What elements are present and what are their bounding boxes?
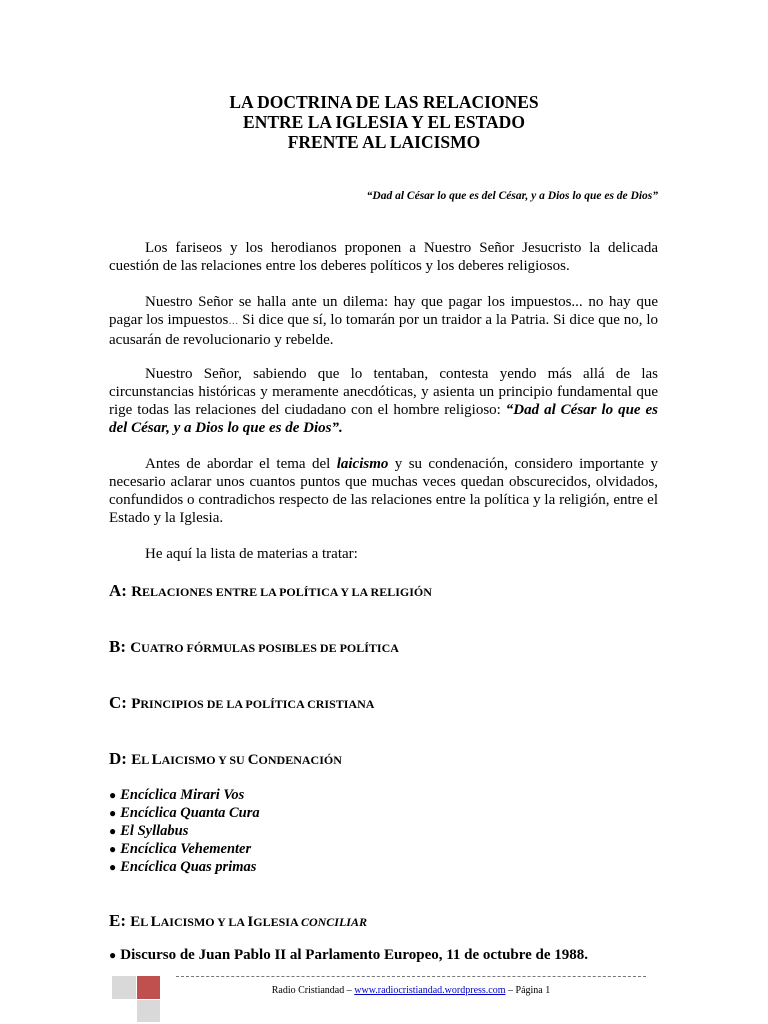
section-a-letter: A: <box>109 581 127 600</box>
section-e-initial-3: I <box>247 914 254 930</box>
list-item-text: Encíclica Quanta Cura <box>120 805 260 821</box>
paragraph-2-text-a: Nuestro Señor se halla ante un dilema: hay que pagar los impuestos... no hay que pagar los impuestos <box>109 294 658 328</box>
section-a-initial: R <box>131 584 143 600</box>
title-line-3: FRENTE AL LAICISMO <box>287 132 481 152</box>
bullet-icon: ● <box>109 824 117 838</box>
section-a-heading <box>109 581 432 601</box>
paragraph-5-text: He aquí la lista de materias a tratar: <box>145 546 358 562</box>
section-e-text-1: L <box>140 915 151 929</box>
bullet-icon: ● <box>109 842 117 856</box>
section-d-text-3: ONDENACIÓN <box>258 753 342 767</box>
discurso-item <box>109 947 588 964</box>
epigraph: “Dad al César lo que es del César, y a Dios lo que es de Dios” <box>366 190 658 202</box>
bullet-icon: ● <box>109 860 117 874</box>
list-item <box>109 804 260 822</box>
paragraph-2-text-b: Si dice que sí, lo tomarán por un traidor a la Patria. Si dice que no, lo acusarán de revolucionario y rebelde. <box>109 312 658 348</box>
section-e-initial-2: L <box>150 914 161 930</box>
title-line-2: ENTRE LA IGLESIA Y EL ESTADO <box>243 112 525 132</box>
list-item <box>109 786 260 804</box>
paragraph-1-text: Los fariseos y los herodianos proponen a Nuestro Señor Jesucristo la delicada cuestión de las relaciones entre los deberes políticos y los deberes religiosos. <box>109 240 658 274</box>
section-e-text-2: AICISMO Y LA <box>160 915 248 929</box>
bullet-icon: ● <box>109 788 117 802</box>
footer-red-square-icon <box>137 976 160 999</box>
paragraph-1 <box>109 239 658 275</box>
section-a-text: ELACIONES ENTRE LA POLÍTICA Y LA RELIGIÓN <box>142 585 432 599</box>
page-footer <box>176 985 646 996</box>
list-item <box>109 840 260 858</box>
discurso-text: Discurso de Juan Pablo II al Parlamento Europeo, 11 de octubre de 1988. <box>120 947 589 963</box>
section-b-text: UATRO FÓRMULAS POSIBLES DE POLÍTICA <box>141 641 399 655</box>
footer-gray-square-icon <box>137 1000 160 1022</box>
section-b-heading <box>109 637 399 657</box>
section-e-initial-1: E <box>130 914 141 930</box>
section-d-heading <box>109 749 342 769</box>
section-d-initial-2: L <box>151 752 162 768</box>
paragraph-3 <box>109 365 658 437</box>
document-title <box>0 92 768 152</box>
title-line-1: LA DOCTRINA DE LAS RELACIONES <box>229 92 539 112</box>
section-e-letter: E: <box>109 911 126 930</box>
list-item-text: Encíclica Vehementer <box>120 841 252 857</box>
section-d-initial-1: E <box>131 752 142 768</box>
paragraph-2-ellipsis: … <box>228 316 239 327</box>
section-c-text: RINCIPIOS DE LA POLÍTICA CRISTIANA <box>140 697 375 711</box>
paragraph-3-text: Nuestro Señor, sabiendo que lo tentaban, contesta yendo más allá de las circunstancias históricas y meramente anecdóticas, y asienta un principio fundamental que rige todas las relaciones del ciudadano con el hombre religioso: <box>109 366 658 418</box>
section-c-letter: C: <box>109 693 127 712</box>
section-e-heading <box>109 911 367 931</box>
bullet-icon: ● <box>109 948 117 962</box>
section-d-letter: D: <box>109 749 127 768</box>
paragraph-4 <box>109 455 658 527</box>
footer-link[interactable]: www.radiocristiandad.wordpress.com <box>354 985 506 996</box>
section-d-text-2: AICISMO Y SU <box>161 753 248 767</box>
section-b-initial: C <box>130 640 142 656</box>
encyclical-list <box>109 786 260 876</box>
section-e-conciliar: CONCILIAR <box>300 915 367 929</box>
section-c-heading <box>109 693 374 713</box>
bullet-icon: ● <box>109 806 117 820</box>
list-item <box>109 822 260 840</box>
footer-gray-square-icon <box>112 976 136 999</box>
paragraph-4-text-b: y su condenación, considero importante y necesario aclarar unos cuantos puntos que muchas veces quedan obscurecidos, olvidados, confundidos o contradichos respecto de las relaciones entre la política y la religión, entre el Estado y la Iglesia. <box>109 456 658 526</box>
paragraph-2 <box>109 293 658 349</box>
section-b-letter: B: <box>109 637 126 656</box>
section-c-initial: P <box>131 696 141 712</box>
section-d-initial-3: C <box>247 752 259 768</box>
paragraph-4-laicismo: laicismo <box>336 456 389 472</box>
footer-page-number: – Página 1 <box>505 985 551 996</box>
list-item <box>109 858 260 876</box>
paragraph-5 <box>109 545 658 563</box>
paragraph-3-quote: “Dad al César lo que es del César, y a Dios lo que es de Dios”. <box>109 402 659 436</box>
footer-source: Radio Cristiandad – <box>271 985 355 996</box>
paragraph-4-text-a: Antes de abordar el tema del <box>145 456 337 472</box>
section-e-text-3: GLESIA <box>253 915 301 929</box>
footer-divider <box>176 976 646 977</box>
section-d-text-1: L <box>141 753 152 767</box>
list-item-text: Encíclica Quas primas <box>120 859 257 875</box>
list-item-text: Encíclica Mirari Vos <box>120 787 245 803</box>
list-item-text: El Syllabus <box>120 823 189 839</box>
